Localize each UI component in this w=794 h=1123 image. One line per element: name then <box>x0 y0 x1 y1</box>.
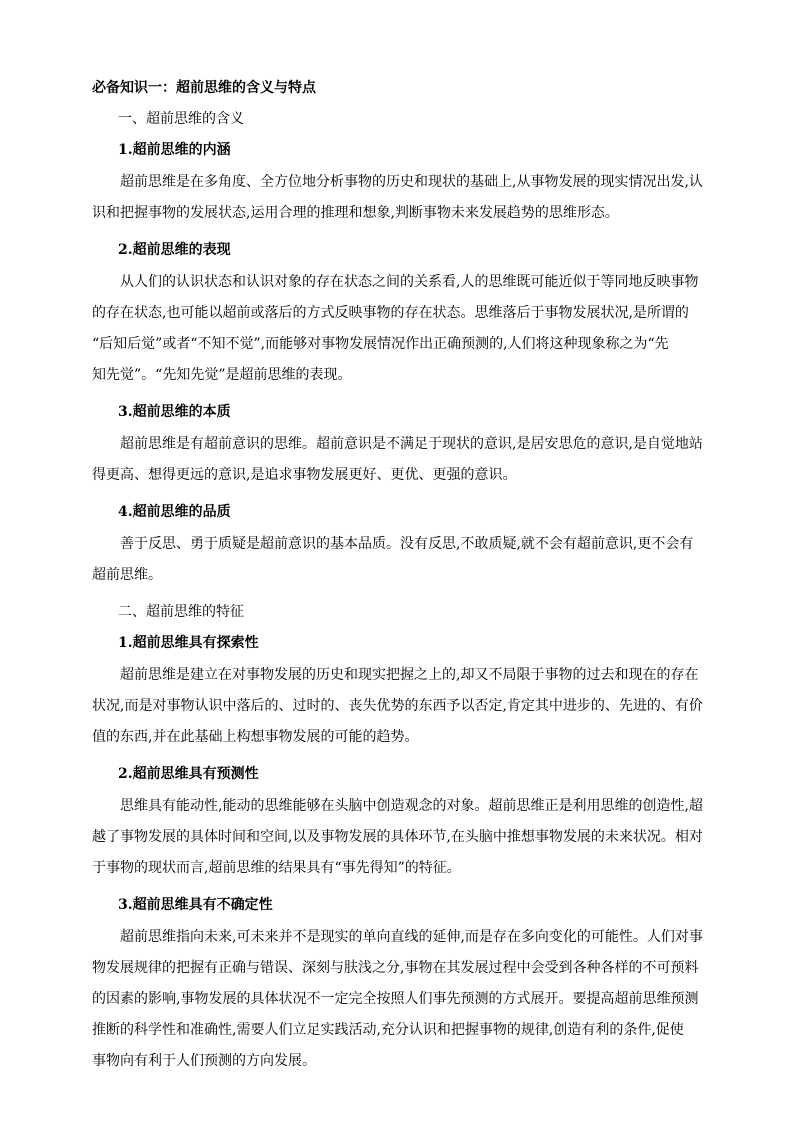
subheading-manifestation: 2.超前思维的表现 <box>118 242 231 258</box>
section-heading-features: 二、超前思维的特征 <box>118 604 244 620</box>
paragraph-line: 知先觉”。“先知先觉”是超前思维的表现。 <box>92 367 352 383</box>
subheading-exploratory: 1.超前思维具有探索性 <box>118 635 259 651</box>
paragraph-manifestation <box>92 267 704 391</box>
paragraph-line: 超前思维指向未来,可未来并不是现实的单向直线的延伸,而是存在多向变化的可能性。人们对事 <box>120 929 703 945</box>
paragraph-line: 识和把握事物的发展状态,运用合理的推理和想象,判断事物未来发展趋势的思维形态。 <box>92 205 619 221</box>
paragraph-line: 的存在状态,也可能以超前或落后的方式反映事物的存在状态。思维落后于事物发展状况,是所谓的 <box>92 305 689 321</box>
paragraph-line: 值的东西,并在此基础上构想事物发展的可能的趋势。 <box>92 729 419 745</box>
paragraph-line: 越了事物发展的具体时间和空间,以及事物发展的具体环节,在头脑中推想事物发展的未来状况。相对 <box>92 829 703 845</box>
paragraph-line: 物发展规律的把握有正确与错误、深刻与肤浅之分,事物在其发展过程中会受到各种各样的不可预料 <box>92 960 699 976</box>
paragraph-line: “后知后觉”或者“不知不觉”,而能够对事物发展情况作出正确预测的,人们将这种现象称之为“先 <box>92 336 669 352</box>
paragraph-line: 于事物的现状而言,超前思维的结果具有“事先得知”的特征。 <box>92 860 461 876</box>
document-title: 必备知识一：超前思维的含义与特点 <box>92 80 316 96</box>
subheading-predictive: 2.超前思维具有预测性 <box>118 766 259 782</box>
paragraph-line: 事物向有利于人们预测的方向发展。 <box>92 1053 316 1069</box>
paragraph-line: 超前思维是在多角度、全方位地分析事物的历史和现状的基础上,从事物发展的现实情况出发,认 <box>120 174 703 190</box>
paragraph-connotation <box>92 167 704 229</box>
paragraph-line: 善于反思、勇于质疑是超前意识的基本品质。没有反思,不敢质疑,就不会有超前意识,更不会有 <box>120 536 694 552</box>
paragraph-predictive <box>92 791 704 884</box>
paragraph-line: 的因素的影响,事物发展的具体状况不一定完全按照人们事先预测的方式展开。要提高超前思维预测 <box>92 991 699 1007</box>
paragraph-quality <box>92 529 704 591</box>
document-page <box>92 78 704 1088</box>
paragraph-line: 状况,而是对事物认识中落后的、过时的、丧失优势的东西予以否定,肯定其中进步的、先进的、有价 <box>92 698 703 714</box>
paragraph-exploratory <box>92 660 704 753</box>
paragraph-line: 超前思维。 <box>92 567 162 583</box>
subheading-uncertainty: 3.超前思维具有不确定性 <box>118 897 273 913</box>
paragraph-line: 得更高、想得更远的意识,是追求事物发展更好、更优、更强的意识。 <box>92 467 517 483</box>
paragraph-line: 推断的科学性和准确性,需要人们立足实践活动,充分认识和把握事物的规律,创造有利的条件,促使 <box>92 1022 684 1038</box>
subheading-quality: 4.超前思维的品质 <box>118 504 231 520</box>
paragraph-line: 思维具有能动性,能动的思维能够在头脑中创造观念的对象。超前思维正是利用思维的创造性,超 <box>120 798 703 814</box>
paragraph-line: 超前思维是有超前意识的思维。超前意识是不满足于现状的意识,是居安思危的意识,是自觉地站 <box>120 436 703 452</box>
section-heading-meaning: 一、超前思维的含义 <box>118 111 244 127</box>
subheading-connotation: 1.超前思维的内涵 <box>118 142 231 158</box>
paragraph-line: 从人们的认识状态和认识对象的存在状态之间的关系看,人的思维既可能近似于等同地反映事物 <box>120 274 699 290</box>
paragraph-uncertainty <box>92 922 704 1077</box>
paragraph-essence <box>92 429 704 491</box>
paragraph-line: 超前思维是建立在对事物发展的历史和现实把握之上的,却又不局限于事物的过去和现在的存在 <box>120 667 699 683</box>
subheading-essence: 3.超前思维的本质 <box>118 404 231 420</box>
